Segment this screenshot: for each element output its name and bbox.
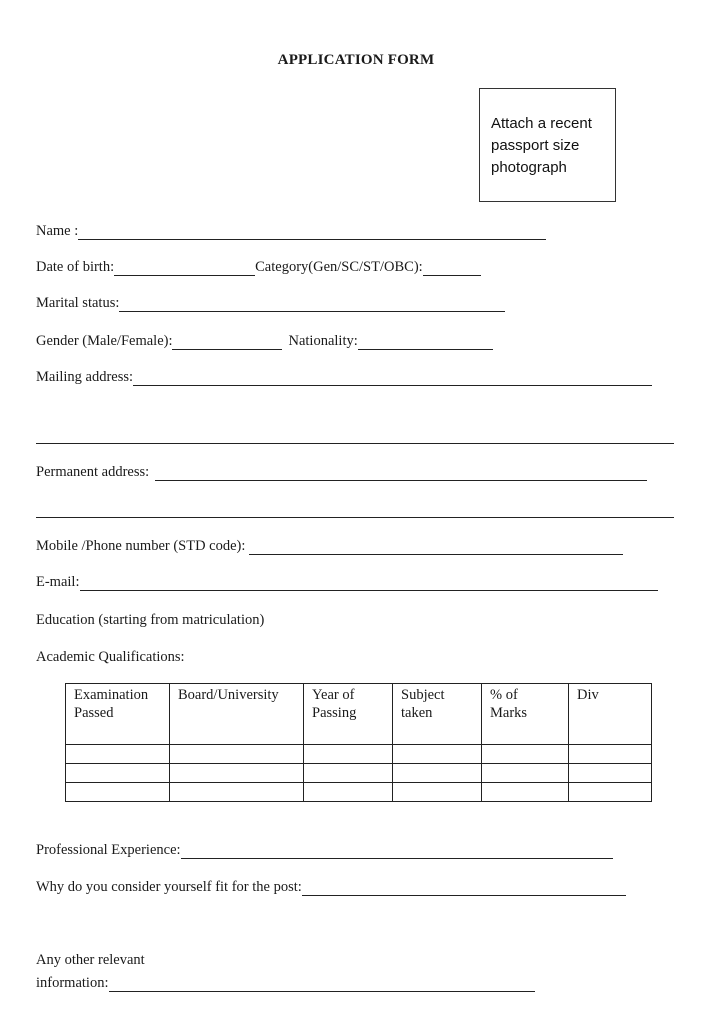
mailing-address-row bbox=[36, 368, 652, 386]
other-info-row-2 bbox=[36, 974, 535, 992]
permanent-address-line-2[interactable] bbox=[36, 517, 674, 518]
marital-status-row bbox=[36, 294, 505, 312]
why-fit-field[interactable] bbox=[302, 881, 626, 896]
photo-placeholder-box[interactable] bbox=[479, 88, 616, 202]
mailing-address-label: Mailing address: bbox=[36, 369, 134, 385]
experience-label: Professional Experience: bbox=[36, 842, 181, 858]
table-cell[interactable] bbox=[569, 745, 652, 764]
academic-label: Academic Qualifications: bbox=[36, 649, 185, 665]
table-cell[interactable] bbox=[66, 764, 170, 783]
photo-instruction-line: Attach a recent bbox=[491, 115, 592, 132]
table-header: Board/University bbox=[170, 684, 304, 745]
education-row bbox=[36, 611, 264, 629]
dob-category-row bbox=[36, 258, 481, 276]
table-cell[interactable] bbox=[66, 783, 170, 802]
marital-status-label: Marital status: bbox=[36, 295, 120, 311]
academic-row bbox=[36, 648, 185, 666]
category-field[interactable] bbox=[423, 261, 481, 276]
mailing-address-line-2[interactable] bbox=[36, 443, 674, 444]
phone-field[interactable] bbox=[249, 540, 623, 555]
table-cell[interactable] bbox=[482, 745, 569, 764]
name-row bbox=[36, 222, 546, 240]
other-info-label-line2: information: bbox=[36, 975, 109, 991]
dob-label: Date of birth: bbox=[36, 259, 115, 275]
email-row bbox=[36, 573, 658, 591]
permanent-address-label: Permanent address: bbox=[36, 464, 150, 480]
nationality-label: Nationality: bbox=[288, 333, 358, 349]
table-row bbox=[66, 783, 652, 802]
table-row bbox=[66, 745, 652, 764]
education-label: Education (starting from matriculation) bbox=[36, 612, 265, 628]
qualifications-table bbox=[65, 683, 652, 802]
table-header: Div bbox=[569, 684, 652, 745]
table-row bbox=[66, 764, 652, 783]
permanent-address-field[interactable] bbox=[155, 466, 647, 481]
nationality-field[interactable] bbox=[358, 335, 493, 350]
why-fit-row bbox=[36, 878, 626, 896]
table-cell[interactable] bbox=[170, 745, 304, 764]
table-cell[interactable] bbox=[482, 764, 569, 783]
table-cell[interactable] bbox=[393, 745, 482, 764]
dob-field[interactable] bbox=[114, 261, 255, 276]
table-cell[interactable] bbox=[304, 745, 393, 764]
email-label: E-mail: bbox=[36, 574, 80, 590]
other-info-row-1 bbox=[36, 951, 145, 969]
experience-row bbox=[36, 841, 613, 859]
name-label: Name : bbox=[36, 223, 79, 239]
why-fit-label: Why do you consider yourself fit for the post: bbox=[36, 879, 302, 895]
table-cell[interactable] bbox=[569, 783, 652, 802]
table-header: Subject taken bbox=[393, 684, 482, 745]
permanent-address-row bbox=[36, 463, 647, 481]
table-header-row bbox=[66, 684, 652, 745]
table-header: Year of Passing bbox=[304, 684, 393, 745]
phone-row bbox=[36, 537, 623, 555]
gender-field[interactable] bbox=[172, 335, 282, 350]
table-cell[interactable] bbox=[393, 764, 482, 783]
phone-label: Mobile /Phone number (STD code): bbox=[36, 538, 246, 554]
other-info-label-line1: Any other relevant bbox=[36, 952, 145, 968]
form-title: APPLICATION FORM bbox=[277, 52, 435, 68]
table-cell[interactable] bbox=[569, 764, 652, 783]
email-field[interactable] bbox=[80, 576, 658, 591]
photo-instruction-line: photograph bbox=[491, 159, 567, 176]
experience-field[interactable] bbox=[181, 844, 613, 859]
photo-instruction-line: passport size bbox=[491, 137, 580, 154]
marital-status-field[interactable] bbox=[119, 297, 505, 312]
name-field[interactable] bbox=[78, 225, 546, 240]
table-header: % of Marks bbox=[482, 684, 569, 745]
table-header: Examination Passed bbox=[66, 684, 170, 745]
table-cell[interactable] bbox=[170, 764, 304, 783]
gender-label: Gender (Male/Female): bbox=[36, 333, 173, 349]
category-label: Category(Gen/SC/ST/OBC): bbox=[255, 259, 423, 275]
table-cell[interactable] bbox=[66, 745, 170, 764]
table-cell[interactable] bbox=[170, 783, 304, 802]
table-cell[interactable] bbox=[393, 783, 482, 802]
other-info-field[interactable] bbox=[109, 977, 535, 992]
table-cell[interactable] bbox=[482, 783, 569, 802]
gender-nationality-row bbox=[36, 332, 493, 350]
table-cell[interactable] bbox=[304, 764, 393, 783]
mailing-address-field[interactable] bbox=[133, 371, 652, 386]
table-cell[interactable] bbox=[304, 783, 393, 802]
